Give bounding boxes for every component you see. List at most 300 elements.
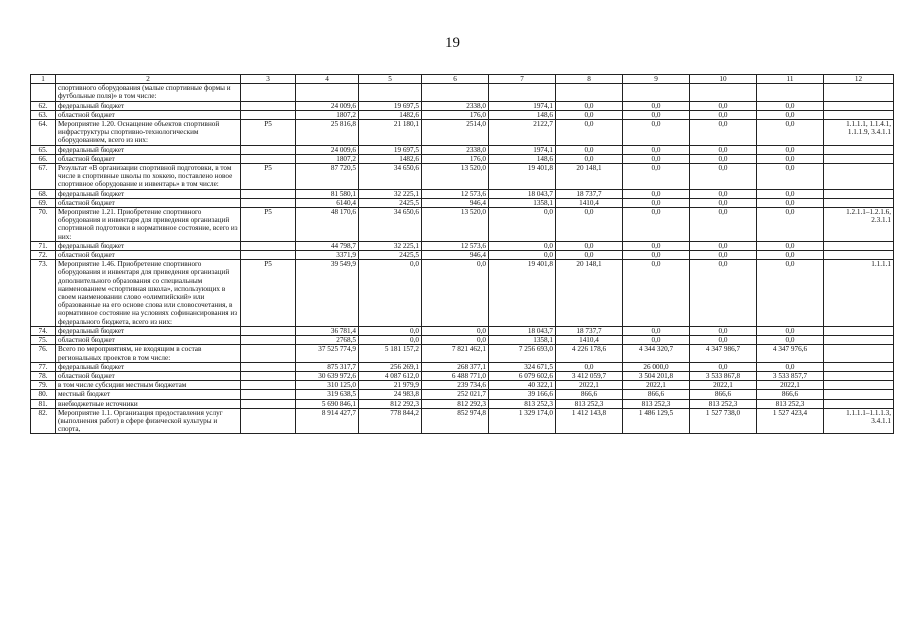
row-indicators <box>824 154 894 163</box>
table-row <box>31 362 894 371</box>
value-y2020: 176,0 <box>422 110 489 119</box>
value-y2019: 2425,5 <box>359 251 422 260</box>
row-code <box>241 189 296 198</box>
value-total: 44 798,7 <box>296 241 359 250</box>
value-y2023: 813 252,3 <box>623 399 690 408</box>
value-y2019: 19 697,5 <box>359 101 422 110</box>
value-y2023: 0,0 <box>623 154 690 163</box>
column-header: 1 <box>31 75 56 84</box>
row-indicators <box>824 198 894 207</box>
value-total: 24 009,6 <box>296 145 359 154</box>
row-name: федеральный бюджет <box>56 189 241 198</box>
row-name: федеральный бюджет <box>56 101 241 110</box>
value-y2021: 148,6 <box>489 110 556 119</box>
row-name: Мероприятие 1.46. Приобретение спортивного оборудования и инвентаря для приведения организаций дополнительного образования со специальным наименованием «спортивная школа», использующих в своем наименовании слово «олимпийский» или образованные на его основе слова или словосочетания, в нормативное состояние на условиях софинансирования из федерального бюджета, всего из них: <box>56 260 241 327</box>
value-y2019: 19 697,5 <box>359 145 422 154</box>
row-number: 78. <box>31 371 56 380</box>
column-header: 4 <box>296 75 359 84</box>
value-y2020: 0,0 <box>422 326 489 335</box>
value-y2025: 0,0 <box>757 326 824 335</box>
row-indicators <box>824 189 894 198</box>
row-code <box>241 326 296 335</box>
value-y2020: 6 488 771,0 <box>422 371 489 380</box>
value-y2022: 20 148,1 <box>556 260 623 327</box>
value-y2022: 1410,4 <box>556 336 623 345</box>
value-y2024: 0,0 <box>690 260 757 327</box>
value-total: 875 317,7 <box>296 362 359 371</box>
table-row <box>31 326 894 335</box>
value-y2023: 0,0 <box>623 101 690 110</box>
value-total: 24 009,6 <box>296 101 359 110</box>
value-total: 2768,5 <box>296 336 359 345</box>
value-y2021: 1974,1 <box>489 101 556 110</box>
value-y2024: 0,0 <box>690 120 757 146</box>
table-row <box>31 241 894 250</box>
value-y2023: 4 344 320,7 <box>623 345 690 362</box>
value-y2023: 0,0 <box>623 189 690 198</box>
value-y2019: 0,0 <box>359 260 422 327</box>
row-number: 81. <box>31 399 56 408</box>
row-number: 66. <box>31 154 56 163</box>
value-y2024: 0,0 <box>690 362 757 371</box>
value-y2023: 0,0 <box>623 336 690 345</box>
value-y2025: 2022,1 <box>757 381 824 390</box>
value-y2021: 2122,7 <box>489 120 556 146</box>
row-indicators <box>824 241 894 250</box>
row-indicators <box>824 326 894 335</box>
row-number: 71. <box>31 241 56 250</box>
row-number: 64. <box>31 120 56 146</box>
value-y2020: 946,4 <box>422 251 489 260</box>
row-number: 75. <box>31 336 56 345</box>
value-y2023: 0,0 <box>623 110 690 119</box>
table-row <box>31 101 894 110</box>
value-y2021: 19 401,8 <box>489 164 556 190</box>
value-y2025: 0,0 <box>757 189 824 198</box>
row-name: областной бюджет <box>56 154 241 163</box>
value-y2024: 1 527 738,0 <box>690 408 757 434</box>
row-name: внебюджетные источники <box>56 399 241 408</box>
page-number: 19 <box>445 35 460 51</box>
value-y2021: 0,0 <box>489 251 556 260</box>
column-header: 12 <box>824 75 894 84</box>
row-indicators <box>824 110 894 119</box>
value-y2025: 0,0 <box>757 362 824 371</box>
row-number: 74. <box>31 326 56 335</box>
value-y2019: 4 087 612,0 <box>359 371 422 380</box>
row-number: 68. <box>31 189 56 198</box>
row-name: областной бюджет <box>56 336 241 345</box>
row-name: федеральный бюджет <box>56 241 241 250</box>
row-code <box>241 362 296 371</box>
row-number: 63. <box>31 110 56 119</box>
value-y2025: 1 527 423,4 <box>757 408 824 434</box>
value-total: 3371,9 <box>296 251 359 260</box>
value-y2022: 0,0 <box>556 241 623 250</box>
value-y2020: 2338,0 <box>422 101 489 110</box>
row-name: в том числе субсидии местным бюджетам <box>56 381 241 390</box>
row-code <box>241 251 296 260</box>
row-indicators <box>824 145 894 154</box>
row-indicators <box>824 101 894 110</box>
row-indicators: 1.1.1.1 <box>824 260 894 327</box>
table-row <box>31 408 894 434</box>
value-y2023: 0,0 <box>623 326 690 335</box>
value-y2024: 0,0 <box>690 326 757 335</box>
value-y2021: 40 322,1 <box>489 381 556 390</box>
column-header: 8 <box>556 75 623 84</box>
value-y2020: 268 377,1 <box>422 362 489 371</box>
row-name: местный бюджет <box>56 390 241 399</box>
value-y2025 <box>757 84 824 101</box>
row-code <box>241 336 296 345</box>
row-code <box>241 101 296 110</box>
value-y2025: 813 252,3 <box>757 399 824 408</box>
value-total: 87 720,5 <box>296 164 359 190</box>
value-y2025: 866,6 <box>757 390 824 399</box>
value-y2019: 32 225,1 <box>359 189 422 198</box>
table-row <box>31 154 894 163</box>
value-y2022: 813 252,3 <box>556 399 623 408</box>
value-y2019: 256 269,1 <box>359 362 422 371</box>
value-total: 310 125,0 <box>296 381 359 390</box>
row-name: федеральный бюджет <box>56 326 241 335</box>
table-row <box>31 381 894 390</box>
row-name: областной бюджет <box>56 198 241 207</box>
value-y2025: 0,0 <box>757 198 824 207</box>
value-y2022: 0,0 <box>556 145 623 154</box>
value-y2025: 4 347 976,6 <box>757 345 824 362</box>
value-y2019: 21 979,9 <box>359 381 422 390</box>
value-y2019: 5 181 157,2 <box>359 345 422 362</box>
value-y2023: 0,0 <box>623 251 690 260</box>
value-y2023: 2022,1 <box>623 381 690 390</box>
value-total: 81 580,1 <box>296 189 359 198</box>
value-y2020: 0,0 <box>422 260 489 327</box>
value-y2019: 21 180,1 <box>359 120 422 146</box>
row-name: Мероприятие 1.21. Приобретение спортивного оборудования и инвентаря для приведения организаций спортивной подготовки в нормативное состояние, всего из них: <box>56 208 241 242</box>
row-code <box>241 390 296 399</box>
value-total <box>296 84 359 101</box>
value-y2025: 0,0 <box>757 164 824 190</box>
row-code <box>241 371 296 380</box>
row-number: 73. <box>31 260 56 327</box>
value-y2021: 148,6 <box>489 154 556 163</box>
table-row <box>31 84 894 101</box>
row-number: 65. <box>31 145 56 154</box>
row-name: областной бюджет <box>56 371 241 380</box>
value-y2024: 0,0 <box>690 154 757 163</box>
value-y2021: 7 256 693,0 <box>489 345 556 362</box>
value-y2024: 0,0 <box>690 145 757 154</box>
value-y2020: 12 573,6 <box>422 241 489 250</box>
value-total: 6140,4 <box>296 198 359 207</box>
row-code: P5 <box>241 260 296 327</box>
row-code <box>241 381 296 390</box>
table-row <box>31 371 894 380</box>
value-y2024: 813 252,3 <box>690 399 757 408</box>
row-indicators <box>824 362 894 371</box>
value-total: 25 816,8 <box>296 120 359 146</box>
row-name: Всего по мероприятиям, не входящим в состав региональных проектов в том числе: <box>56 345 241 362</box>
row-code: P5 <box>241 208 296 242</box>
value-y2024: 2022,1 <box>690 381 757 390</box>
value-total: 5 690 846,1 <box>296 399 359 408</box>
table-row <box>31 208 894 242</box>
value-y2023: 866,6 <box>623 390 690 399</box>
row-number: 69. <box>31 198 56 207</box>
row-indicators <box>824 390 894 399</box>
row-code <box>241 241 296 250</box>
value-y2024: 0,0 <box>690 251 757 260</box>
value-y2019: 0,0 <box>359 336 422 345</box>
column-header: 10 <box>690 75 757 84</box>
value-y2021: 813 252,3 <box>489 399 556 408</box>
table-row <box>31 260 894 327</box>
row-number: 67. <box>31 164 56 190</box>
row-name: областной бюджет <box>56 110 241 119</box>
value-y2025: 0,0 <box>757 336 824 345</box>
row-indicators <box>824 164 894 190</box>
value-y2023: 0,0 <box>623 241 690 250</box>
value-total: 1807,2 <box>296 154 359 163</box>
value-total: 37 525 774,9 <box>296 345 359 362</box>
row-code: P5 <box>241 120 296 146</box>
value-y2022: 18 737,7 <box>556 189 623 198</box>
column-header: 5 <box>359 75 422 84</box>
value-y2024: 0,0 <box>690 164 757 190</box>
value-y2023: 0,0 <box>623 164 690 190</box>
value-y2020: 0,0 <box>422 336 489 345</box>
value-y2019 <box>359 84 422 101</box>
row-indicators <box>824 336 894 345</box>
value-y2025: 0,0 <box>757 241 824 250</box>
value-y2019: 34 650,6 <box>359 208 422 242</box>
value-y2023: 0,0 <box>623 260 690 327</box>
value-y2025: 0,0 <box>757 154 824 163</box>
row-code <box>241 145 296 154</box>
value-y2023 <box>623 84 690 101</box>
row-code <box>241 408 296 434</box>
table-row <box>31 198 894 207</box>
value-total: 36 781,4 <box>296 326 359 335</box>
value-total: 48 170,6 <box>296 208 359 242</box>
value-y2022 <box>556 84 623 101</box>
budget-table <box>30 74 894 434</box>
value-y2021: 1358,1 <box>489 336 556 345</box>
value-y2022: 2022,1 <box>556 381 623 390</box>
value-y2023: 1 486 129,5 <box>623 408 690 434</box>
value-y2022: 0,0 <box>556 110 623 119</box>
value-y2021: 1358,1 <box>489 198 556 207</box>
value-y2019: 34 650,6 <box>359 164 422 190</box>
value-y2020: 946,4 <box>422 198 489 207</box>
value-y2025: 0,0 <box>757 145 824 154</box>
value-y2024: 0,0 <box>690 208 757 242</box>
value-y2023: 3 504 201,8 <box>623 371 690 380</box>
value-y2025: 0,0 <box>757 120 824 146</box>
row-code: P5 <box>241 164 296 190</box>
row-code <box>241 198 296 207</box>
value-y2023: 0,0 <box>623 198 690 207</box>
row-indicators: 1.1.1.1–1.1.1.3, 3.4.1.1 <box>824 408 894 434</box>
row-number: 62. <box>31 101 56 110</box>
row-indicators <box>824 84 894 101</box>
value-y2022: 1 412 143,8 <box>556 408 623 434</box>
value-y2021: 18 043,7 <box>489 189 556 198</box>
table-row <box>31 345 894 362</box>
value-y2021: 6 079 602,6 <box>489 371 556 380</box>
value-y2021: 1 329 174,0 <box>489 408 556 434</box>
row-number: 82. <box>31 408 56 434</box>
value-y2019: 32 225,1 <box>359 241 422 250</box>
table-row <box>31 110 894 119</box>
value-y2024: 866,6 <box>690 390 757 399</box>
table-row <box>31 189 894 198</box>
value-total: 39 549,9 <box>296 260 359 327</box>
row-code <box>241 399 296 408</box>
row-code <box>241 154 296 163</box>
row-code <box>241 110 296 119</box>
value-y2021: 18 043,7 <box>489 326 556 335</box>
value-total: 319 638,5 <box>296 390 359 399</box>
row-indicators: 1.1.1.1, 1.1.4.1, 1.1.1.9, 3.4.1.1 <box>824 120 894 146</box>
column-header-row <box>31 75 894 84</box>
table-row <box>31 399 894 408</box>
row-indicators <box>824 381 894 390</box>
row-name: спортивного оборудования (малые спортивные формы и футбольные поля)» в том числе: <box>56 84 241 101</box>
table-row <box>31 251 894 260</box>
row-indicators <box>824 251 894 260</box>
value-y2024: 0,0 <box>690 189 757 198</box>
value-y2024 <box>690 84 757 101</box>
value-y2019: 1482,6 <box>359 154 422 163</box>
value-y2020 <box>422 84 489 101</box>
value-y2021 <box>489 84 556 101</box>
row-code <box>241 345 296 362</box>
value-y2020: 2514,0 <box>422 120 489 146</box>
value-y2022: 0,0 <box>556 101 623 110</box>
row-indicators <box>824 345 894 362</box>
value-y2025: 3 533 857,7 <box>757 371 824 380</box>
row-name: федеральный бюджет <box>56 362 241 371</box>
table-row <box>31 145 894 154</box>
value-y2019: 24 983,8 <box>359 390 422 399</box>
value-y2022: 18 737,7 <box>556 326 623 335</box>
row-code <box>241 84 296 101</box>
value-y2023: 0,0 <box>623 208 690 242</box>
table-row <box>31 120 894 146</box>
value-y2019: 1482,6 <box>359 110 422 119</box>
value-y2021: 1974,1 <box>489 145 556 154</box>
row-number: 70. <box>31 208 56 242</box>
column-header: 7 <box>489 75 556 84</box>
value-y2023: 0,0 <box>623 145 690 154</box>
value-y2022: 0,0 <box>556 208 623 242</box>
row-name: областной бюджет <box>56 251 241 260</box>
value-total: 30 639 972,6 <box>296 371 359 380</box>
row-name: федеральный бюджет <box>56 145 241 154</box>
row-indicators: 1.2.1.1–1.2.1.6, 2.3.1.1 <box>824 208 894 242</box>
value-y2020: 812 292,3 <box>422 399 489 408</box>
value-y2025: 0,0 <box>757 101 824 110</box>
value-y2021: 0,0 <box>489 208 556 242</box>
row-number: 72. <box>31 251 56 260</box>
column-header: 2 <box>56 75 241 84</box>
value-y2019: 812 292,3 <box>359 399 422 408</box>
value-y2020: 2338,0 <box>422 145 489 154</box>
table-body <box>31 75 894 434</box>
row-number: 79. <box>31 381 56 390</box>
value-y2023: 0,0 <box>623 120 690 146</box>
table-row <box>31 336 894 345</box>
row-indicators <box>824 371 894 380</box>
value-y2025: 0,0 <box>757 251 824 260</box>
value-y2020: 239 734,6 <box>422 381 489 390</box>
value-y2021: 19 401,8 <box>489 260 556 327</box>
value-total: 1807,2 <box>296 110 359 119</box>
value-y2020: 12 573,6 <box>422 189 489 198</box>
value-y2024: 4 347 986,7 <box>690 345 757 362</box>
value-y2019: 778 844,2 <box>359 408 422 434</box>
table-row <box>31 390 894 399</box>
value-y2024: 3 533 867,8 <box>690 371 757 380</box>
value-y2025: 0,0 <box>757 110 824 119</box>
value-y2022: 866,6 <box>556 390 623 399</box>
value-y2024: 0,0 <box>690 336 757 345</box>
value-y2024: 0,0 <box>690 101 757 110</box>
column-header: 11 <box>757 75 824 84</box>
value-y2022: 4 226 178,6 <box>556 345 623 362</box>
value-y2020: 176,0 <box>422 154 489 163</box>
value-y2022: 1410,4 <box>556 198 623 207</box>
value-y2022: 0,0 <box>556 154 623 163</box>
row-name: Мероприятие 1.1. Организация предоставления услуг (выполнения работ) в сфере физической культуры и спорта, <box>56 408 241 434</box>
value-y2020: 13 520,0 <box>422 208 489 242</box>
value-y2022: 0,0 <box>556 362 623 371</box>
value-y2020: 7 821 462,1 <box>422 345 489 362</box>
column-header: 9 <box>623 75 690 84</box>
row-name: Мероприятие 1.20. Оснащение объектов спортивной инфраструктуры спортивно-технологическим оборудованием, всего из них: <box>56 120 241 146</box>
row-number <box>31 84 56 101</box>
value-y2021: 324 671,5 <box>489 362 556 371</box>
value-y2020: 13 520,0 <box>422 164 489 190</box>
value-y2022: 0,0 <box>556 120 623 146</box>
column-header: 3 <box>241 75 296 84</box>
value-y2022: 20 148,1 <box>556 164 623 190</box>
value-y2023: 26 000,0 <box>623 362 690 371</box>
value-y2022: 3 412 059,7 <box>556 371 623 380</box>
value-y2020: 852 974,8 <box>422 408 489 434</box>
value-y2025: 0,0 <box>757 260 824 327</box>
value-total: 8 914 427,7 <box>296 408 359 434</box>
row-indicators <box>824 399 894 408</box>
value-y2019: 2425,5 <box>359 198 422 207</box>
value-y2025: 0,0 <box>757 208 824 242</box>
row-number: 80. <box>31 390 56 399</box>
value-y2019: 0,0 <box>359 326 422 335</box>
row-name: Результат «В организации спортивной подготовки, в том числе в спортивные школы по хоккею, поставлено новое спортивное оборудование и инвентарь» в том числе: <box>56 164 241 190</box>
table-row <box>31 164 894 190</box>
row-number: 76. <box>31 345 56 362</box>
value-y2020: 252 021,7 <box>422 390 489 399</box>
row-number: 77. <box>31 362 56 371</box>
column-header: 6 <box>422 75 489 84</box>
value-y2021: 39 166,6 <box>489 390 556 399</box>
value-y2024: 0,0 <box>690 110 757 119</box>
value-y2021: 0,0 <box>489 241 556 250</box>
value-y2022: 0,0 <box>556 251 623 260</box>
